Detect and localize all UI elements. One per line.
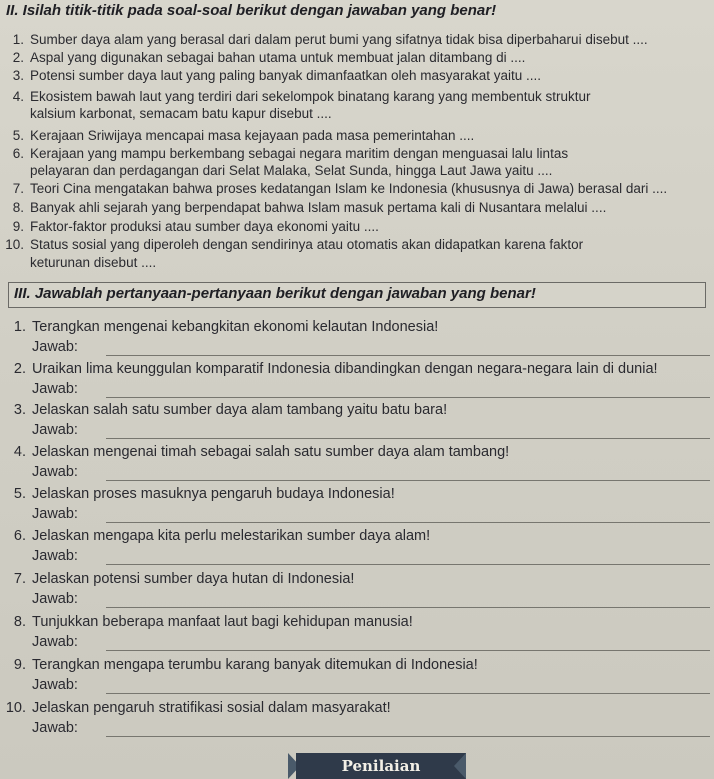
section-2-item bbox=[2, 200, 606, 215]
section-2-item bbox=[2, 237, 583, 252]
item-number: 8. bbox=[12, 200, 24, 215]
answer-line[interactable] bbox=[106, 607, 710, 608]
section-2-item bbox=[2, 128, 474, 143]
item-text: Kerajaan Sriwijaya mencapai masa kejayaan pada masa pemerintahan .... bbox=[30, 128, 475, 143]
answer-label: Jawab: bbox=[32, 634, 78, 650]
section-2-heading: II. Isilah titik-titik pada soal-soal berikut dengan jawaban yang benar! bbox=[6, 2, 497, 19]
item-number: 3. bbox=[12, 68, 24, 83]
question-item bbox=[0, 700, 391, 716]
answer-line[interactable] bbox=[106, 397, 710, 398]
question-number: 8. bbox=[13, 614, 26, 630]
item-text: Kerajaan yang mampu berkembang sebagai negara maritim dengan menguasai lalu lintas bbox=[30, 146, 569, 161]
question-item bbox=[0, 361, 658, 377]
answer-label: Jawab: bbox=[32, 339, 78, 355]
answer-label: Jawab: bbox=[32, 506, 78, 522]
answer-label: Jawab: bbox=[32, 548, 78, 564]
question-item bbox=[0, 444, 509, 460]
question-text: Jelaskan salah satu sumber daya alam tambang yaitu batu bara! bbox=[32, 402, 448, 418]
answer-line[interactable] bbox=[106, 355, 710, 356]
item-number: 10. bbox=[5, 237, 24, 252]
question-text: Jelaskan mengapa kita perlu melestarikan sumber daya alam! bbox=[32, 528, 431, 544]
penilaian-label: Penilaian bbox=[296, 753, 466, 779]
answer-label: Jawab: bbox=[32, 464, 78, 480]
item-text: Sumber daya alam yang berasal dari dalam perut bumi yang sifatnya tidak bisa diperbaharui disebut .... bbox=[30, 32, 648, 47]
item-number: 2. bbox=[12, 50, 24, 65]
question-number: 5. bbox=[13, 486, 26, 502]
question-item bbox=[0, 402, 447, 418]
answer-label: Jawab: bbox=[32, 381, 78, 397]
item-text-continuation: kalsium karbonat, semacam batu kapur disebut .... bbox=[30, 106, 332, 121]
answer-label: Jawab: bbox=[32, 677, 78, 693]
question-number: 6. bbox=[13, 528, 26, 544]
answer-line[interactable] bbox=[106, 522, 710, 523]
section-2-item bbox=[2, 50, 525, 65]
item-number: 7. bbox=[12, 181, 24, 196]
item-text-continuation: pelayaran dan perdagangan dari Selat Malaka, Selat Sunda, hingga Laut Jawa yaitu .... bbox=[30, 163, 553, 178]
section-2-item bbox=[2, 32, 648, 47]
section-2-item bbox=[2, 219, 379, 234]
item-text: Ekosistem bawah laut yang terdiri dari sekelompok binatang karang yang membentuk struktur bbox=[30, 89, 591, 104]
question-text: Jelaskan proses masuknya pengaruh budaya Indonesia! bbox=[32, 486, 395, 502]
item-text: Teori Cina mengatakan bahwa proses kedatangan Islam ke Indonesia (khususnya di Jawa) berasal dari .... bbox=[30, 181, 668, 196]
question-number: 7. bbox=[13, 571, 26, 587]
answer-label: Jawab: bbox=[32, 720, 78, 736]
answer-line[interactable] bbox=[106, 736, 710, 737]
answer-line[interactable] bbox=[106, 438, 710, 439]
question-text: Jelaskan pengaruh stratifikasi sosial dalam masyarakat! bbox=[32, 700, 391, 716]
item-text: Banyak ahli sejarah yang berpendapat bahwa Islam masuk pertama kali di Nusantara melalui .... bbox=[30, 200, 607, 215]
question-text: Tunjukkan beberapa manfaat laut bagi kehidupan manusia! bbox=[32, 614, 413, 630]
section-2-item bbox=[2, 68, 541, 83]
question-text: Terangkan mengapa terumbu karang banyak ditemukan di Indonesia! bbox=[32, 657, 478, 673]
footer-right-arrow-shape bbox=[454, 753, 466, 779]
item-text: Faktor-faktor produksi atau sumber daya ekonomi yaitu .... bbox=[30, 219, 379, 234]
question-item bbox=[0, 614, 413, 630]
answer-line[interactable] bbox=[106, 480, 710, 481]
question-item bbox=[0, 528, 430, 544]
question-number: 1. bbox=[13, 319, 26, 335]
item-text-continuation: keturunan disebut .... bbox=[30, 255, 157, 270]
question-number: 9. bbox=[13, 657, 26, 673]
section-2-item bbox=[2, 89, 591, 104]
question-number: 4. bbox=[13, 444, 26, 460]
question-number: 2. bbox=[13, 361, 26, 377]
section-3-heading: III. Jawablah pertanyaan-pertanyaan berikut dengan jawaban yang benar! bbox=[14, 285, 536, 302]
answer-label: Jawab: bbox=[32, 422, 78, 438]
item-text: Aspal yang digunakan sebagai bahan utama untuk membuat jalan ditambang di .... bbox=[30, 50, 526, 65]
item-number: 4. bbox=[12, 89, 24, 104]
answer-line[interactable] bbox=[106, 693, 710, 694]
answer-line[interactable] bbox=[106, 650, 710, 651]
answer-label: Jawab: bbox=[32, 591, 78, 607]
question-text: Jelaskan mengenai timah sebagai salah satu sumber daya alam tambang! bbox=[32, 444, 510, 460]
item-number: 5. bbox=[12, 128, 24, 143]
answer-line[interactable] bbox=[106, 564, 710, 565]
question-text: Jelaskan potensi sumber daya hutan di Indonesia! bbox=[32, 571, 355, 587]
item-number: 6. bbox=[12, 146, 24, 161]
section-2-item bbox=[2, 146, 568, 161]
question-item bbox=[0, 319, 438, 335]
question-item bbox=[0, 486, 395, 502]
section-2-item bbox=[2, 181, 667, 196]
item-number: 1. bbox=[12, 32, 24, 47]
question-text: Uraikan lima keunggulan komparatif Indonesia dibandingkan dengan negara-negara lain di dunia! bbox=[32, 361, 658, 377]
question-text: Terangkan mengenai kebangkitan ekonomi kelautan Indonesia! bbox=[32, 319, 439, 335]
question-item bbox=[0, 657, 478, 673]
item-text: Potensi sumber daya laut yang paling banyak dimanfaatkan oleh masyarakat yaitu .... bbox=[30, 68, 542, 83]
question-number: 3. bbox=[13, 402, 26, 418]
item-number: 9. bbox=[12, 219, 24, 234]
item-text: Status sosial yang diperoleh dengan sendirinya atau otomatis akan didapatkan karena faktor bbox=[30, 237, 584, 252]
question-number: 10. bbox=[5, 700, 26, 716]
question-item bbox=[0, 571, 354, 587]
